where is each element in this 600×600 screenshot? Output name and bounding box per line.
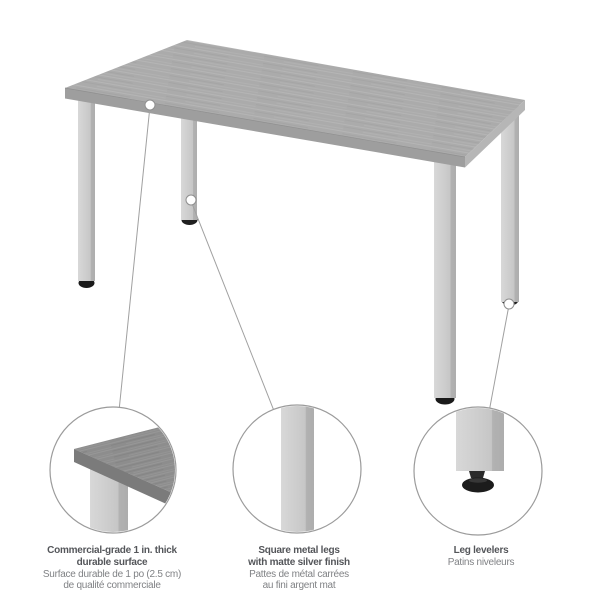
- caption-levelers: [381, 545, 581, 569]
- table-leg-back-right: [501, 105, 519, 306]
- caption-levelers-title-line1: Leg levelers: [453, 545, 509, 556]
- caption-surface-subtitle-line1: Surface durable de 1 po (2.5 cm): [42, 568, 182, 580]
- caption-surface-title-line1: Commercial-grade 1 in. thick: [47, 545, 177, 556]
- caption-levelers-subtitle-line1: Patins niveleurs: [447, 556, 515, 568]
- tabletop: [65, 40, 525, 168]
- marker-leg-point: [186, 195, 196, 205]
- caption-legs-subtitle-line2: au fini argent mat: [262, 580, 336, 592]
- caption-legs-subtitle-line1: Pattes de métal carrées: [249, 568, 349, 580]
- table-leg-front-left: [78, 92, 95, 288]
- caption-surface-title-line2: durable surface: [76, 556, 148, 568]
- callout-circle-levelers: [414, 405, 542, 535]
- caption-legs-title-line1: Square metal legs: [258, 545, 340, 556]
- detail-leveler-stem: [469, 471, 485, 478]
- callout-circle-surface: [50, 407, 195, 535]
- detail-square-leg: [281, 403, 314, 535]
- callout-circle-legs: [233, 403, 361, 535]
- marker-leveler-point: [504, 299, 514, 309]
- caption-surface-subtitle-line2: de qualité commerciale: [63, 580, 161, 592]
- table-leg-front-right: [434, 150, 456, 405]
- detail-leg-end: [456, 405, 504, 471]
- marker-surface-point: [145, 100, 155, 110]
- caption-legs-title-line2: with matte silver finish: [248, 556, 350, 568]
- caption-legs: [189, 545, 409, 592]
- tabletop-top-surface: [65, 40, 525, 157]
